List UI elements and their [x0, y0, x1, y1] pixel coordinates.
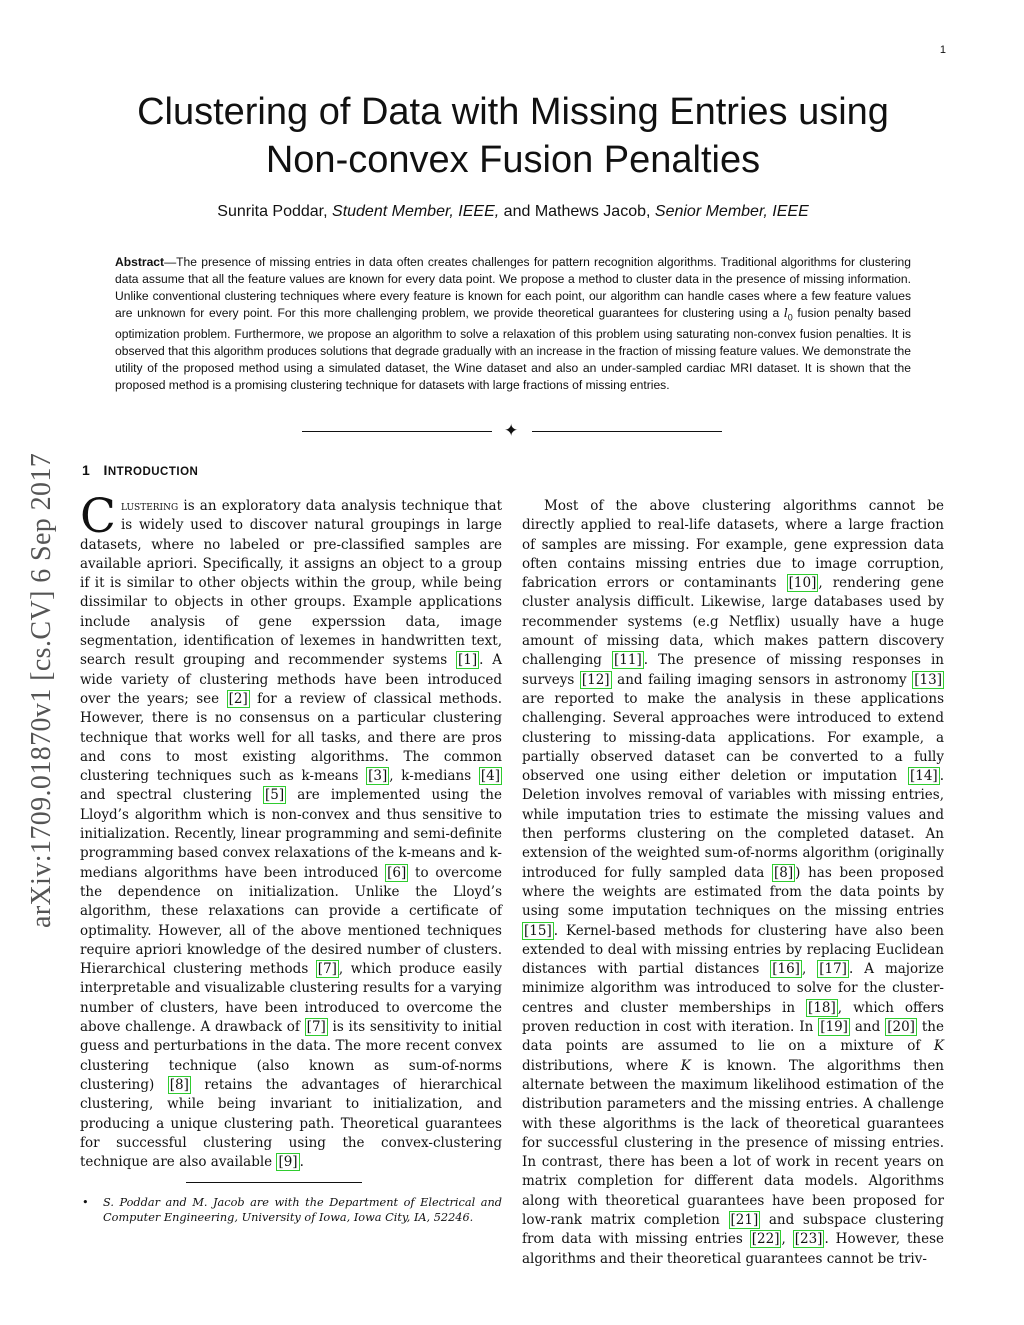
citation-link[interactable]: [20] [887, 1019, 915, 1036]
citation-link[interactable]: [4] [480, 768, 500, 785]
citation-link[interactable]: [7] [317, 961, 337, 978]
left-text: retains the advantages of hierarchical clustering, while being invariant to initialization, and producing a unique clustering path. Theoretical guarantees for successful clustering using the convex-clustering technique are also available [80, 1076, 502, 1171]
left-text: . [299, 1154, 304, 1171]
left-text: for a review of classical methods. However, there is no consensus on a particular clustering technique that works well for all tasks, and there are pros and cons to most existing algorithms. The common clustering techniques such as k-means [80, 690, 502, 785]
right-text: distributions, where [522, 1057, 681, 1074]
left-text: . A wide variety of clustering methods have been introduced over the years; see [80, 652, 502, 707]
right-text: ) has been proposed where the weights are estimated from the data points by using some imputation techniques on the missing entries [522, 864, 944, 920]
abstract-text-1: —The presence of missing entries in data often creates challenges for pattern recognition algorithms. Traditional algorithms for clustering data assume that all the feature values are known for every data point. We propose a method to cluster data in the presence of missing information. Unlike conventional clustering techniques where every feature is known for each point, our algorithm can handle cases where a few feature values are unknown for every point. For this more challenging problem, we provide theoretical guarantees for clustering using a [115, 255, 911, 320]
body-column-right [522, 497, 944, 1269]
author-2-name: Mathews Jacob, [534, 203, 651, 220]
citation-link[interactable]: [19] [820, 1019, 848, 1036]
citation-link[interactable]: [11] [614, 652, 642, 669]
abstract-math-l: l [783, 305, 788, 320]
section-separator [302, 423, 722, 441]
right-text: . Deletion involves removal of variables with missing entries, while imputation tries to estimate the missing values and then performs clustering on the completed dataset. An extension of the weighted sum-of-norms algorithm (originally introduced for fully sampled data [522, 768, 944, 881]
footnote-rule [186, 1182, 362, 1183]
citation-link[interactable]: [9] [278, 1154, 298, 1171]
separator-diamond-icon: ✦ [504, 421, 519, 441]
author-1-role: Student Member, IEEE, [332, 203, 500, 220]
footnote-text: S. Poddar and M. Jacob are with the Department of Electrical and Computer Engineering, University of Iowa, Iowa City, IA, 52246. [103, 1196, 502, 1224]
left-text: are implemented using the Lloyd’s algorithm which is non-convex and thus sensitive to initialization. Recently, linear programming and semi-definite programming based convex relaxations of the k-means and k-medians algorithms have been introduced [80, 787, 502, 881]
arxiv-identifier-text: arXiv:1709.01870v1 [cs.CV] 6 Sep 2017 [26, 452, 57, 928]
citation-link[interactable]: [16] [772, 961, 800, 978]
right-text: , rendering gene cluster analysis difficult. Likewise, large databases used by recommender systems (e.g Netflix) usually have a huge amount of missing data, which makes pattern discovery challenging [522, 575, 944, 669]
left-text: , which produce easily interpretable and visualizable clustering results for a varying number of clusters, have been introduced to overcome the above challenge. A drawback of [80, 961, 502, 1036]
right-text: . However, these algorithms and their theoretical guarantees cannot be triv- [522, 1231, 944, 1267]
citation-link[interactable]: [1] [458, 652, 478, 669]
citation-link[interactable]: [17] [819, 961, 847, 978]
citation-link[interactable]: [12] [581, 671, 610, 688]
right-text: , [801, 961, 818, 978]
right-text: . The presence of missing responses in surveys [522, 652, 945, 688]
section-heading [82, 462, 198, 478]
title-line-1: Clustering of Data with Missing Entries using [137, 91, 889, 133]
drop-cap: C [80, 489, 116, 544]
math-k: K [933, 1038, 944, 1055]
right-text: is known. The algorithms then alternate between the maximum likelihood estimation of the distribution parameters and the missing entries. A challenge with these algorithms is the lack of theoretical guarantees for successful clustering in the presence of missing entries. In contrast, there has been a lot of work in recent years on matrix completion for different data models. Algorithms along with theoretical guarantees have been proposed for low-rank matrix completion [522, 1057, 945, 1228]
abstract [115, 254, 911, 394]
right-text: and subspace clustering from data with missing entries [522, 1211, 944, 1248]
right-text: and [849, 1019, 886, 1036]
section-title-rest: NTRODUCTION [107, 466, 199, 478]
author-line [80, 203, 946, 221]
citation-link[interactable]: [13] [914, 671, 942, 688]
left-text: is its sensitivity to initial guess and perturbations in the data. The more recent convex clustering technique (also known as sum-of-norms clustering) [80, 1019, 502, 1093]
citation-link[interactable]: [5] [265, 787, 285, 804]
left-text: to overcome the dependence on initialization. Unlike the Lloyd’s algorithm, these relaxations can provide a certificate of optimality. However, all of the above mentioned techniques require apriori knowledge of the desired number of clusters. Hierarchical clustering methods [80, 864, 503, 978]
author-1-name: Sunrita Poddar, [217, 203, 328, 220]
arxiv-identifier [10, 365, 60, 930]
left-text: , k-medians [389, 768, 479, 785]
title-line-2: Non-convex Fusion Penalties [265, 139, 761, 181]
left-text: and spectral clustering [80, 787, 264, 804]
body-column-left [80, 489, 503, 1172]
right-text: Most of the above clustering algorithms cannot be directly applied to real-life datasets, where a large fraction of samples are missing. For example, gene expression data often contains missing entries due to image corruption, fabrication errors or contaminants [522, 498, 944, 592]
separator-line-right [532, 431, 722, 432]
abstract-math-sub: 0 [787, 312, 793, 323]
paper-title [80, 88, 946, 184]
citation-link[interactable]: [6] [387, 864, 407, 881]
citation-link[interactable]: [3] [368, 768, 388, 785]
citation-link[interactable]: [10] [788, 575, 817, 592]
right-text: . A majorize minimize algorithm was introduced to solve for the cluster-centres and cluster memberships in [522, 961, 944, 1016]
citation-link[interactable]: [2] [228, 690, 248, 707]
lead-smallcaps: lustering [120, 498, 179, 514]
citation-link[interactable]: [7] [306, 1019, 326, 1036]
citation-link[interactable]: [14] [909, 768, 938, 785]
abstract-text-2: fusion penalty based optimization problem. Furthermore, we propose an algorithm to solve a relaxation of this problem using saturating non-convex fusion penalties. It is observed that this algorithm produces solutions that degrade gradually with an increase in the fraction of missing feature values. We demonstrate the utility of the proposed method using a simulated dataset, the Wine dataset and also an under-sampled cardiac MRI dataset. It is shown that the proposed method is a promising clustering technique for datasets with large fractions of missing entries. [115, 305, 911, 392]
section-number: 1 [82, 462, 91, 478]
citation-link[interactable]: [21] [730, 1211, 759, 1228]
separator-line-left [302, 431, 492, 432]
right-text: the data points are assumed to lie on a mixture of [522, 1019, 944, 1055]
right-text: , [781, 1231, 793, 1248]
right-text: are reported to make the analysis in these applications challenging. Several approaches were introduced to extend clustering to missing-data applications. For example, a partially observed dataset can be converted to a fully observed one using either deletion or imputation [522, 690, 944, 785]
right-text: , which offers proven reduction in cost with iteration. In [522, 999, 944, 1036]
footnote [82, 1195, 502, 1225]
section-title-initial: I [103, 462, 108, 478]
citation-link[interactable]: [23] [794, 1231, 823, 1248]
author-conjunction: and [503, 203, 531, 220]
footnote-bullet-icon: • [82, 1196, 89, 1209]
right-text: and failing imaging sensors in astronomy [611, 671, 913, 688]
citation-link[interactable]: [8] [774, 864, 794, 881]
citation-link[interactable]: [18] [808, 999, 836, 1016]
citation-link[interactable]: [8] [169, 1076, 189, 1093]
citation-link[interactable]: [15] [524, 922, 552, 939]
author-2-role: Senior Member, IEEE [654, 203, 809, 220]
abstract-label: Abstract [115, 255, 165, 269]
right-text: . Kernel-based methods for clustering have also been extended to deal with missing entries by replacing Euclidean distances with partial distances [522, 922, 944, 978]
page-number: 1 [939, 44, 946, 56]
math-k: K [680, 1057, 691, 1074]
left-text: is an exploratory data analysis technique that is widely used to discover natural groupings in large datasets, where no labeled or pre-classified samples are available apriori. Specifically, it assigns an object to a group if it is similar to other objects within the group, while being dissimilar to objects in other groups. Example applications include analysis of gene experssion data, image segmentation, identification of lexemes in handwritten text, search result grouping and recommender systems [80, 498, 502, 669]
citation-link[interactable]: [22] [751, 1231, 780, 1248]
